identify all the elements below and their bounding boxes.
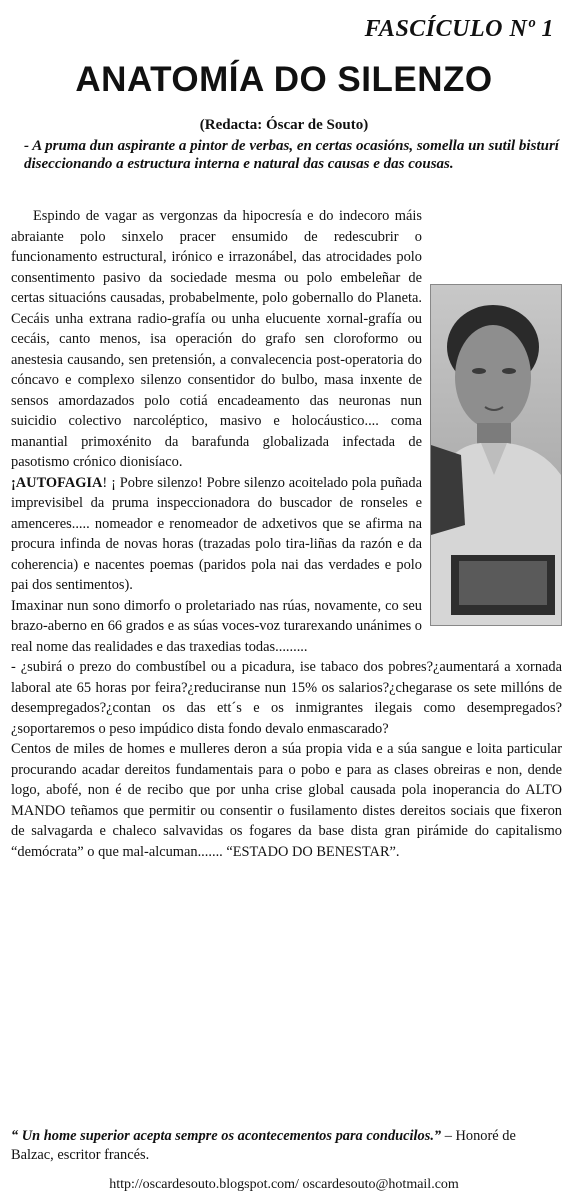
autofagia-exclamation: ¡AUTOFAGIA <box>11 474 103 491</box>
paragraph-2-text: ! ¡ Pobre silenzo! Pobre silenzo acoitelado pola puñada imprevisibel da pruma inspeccionadora do buscador de ronseles e amenceres..... nomeador e renomeador de adxetivos que se afirma na procura infinda de novas horas (trazadas polo tira-liñas da razón e da coherencia) e nacentes poemas (paridos pola nai das verdades e polo pai dos sentimentos). <box>11 474 422 593</box>
issue-number: FASCÍCULO Nº 1 <box>364 16 554 42</box>
article-title: ANATOMÍA DO SILENZO <box>75 60 493 99</box>
closing-quote <box>11 1127 562 1165</box>
author-photo <box>430 284 562 626</box>
quote-attribution: – Honoré de Balzac, escritor francés. <box>11 1128 516 1163</box>
paragraph-1: Espindo de vagar as vergonzas da hipocresía e do indecoro máis abraiante polo sinxelo pracer ensumido de redescubrir o funcionamento estructural, irónico e irrazonábel, das atrocidades polo consentimento pasivo da sociedade mesma ou polo embeleñar de certas situacións causadas, probabelmente, polo gobernallo do Planeta. Cecáis unha extrana radio-grafía ou unha elucuente xornal-grafía ou cecáis, canto menos, isa operación do grafo sen cloroformo ou anestesia causando, sen pretensión, a convalecencia post-operatoria do cóncavo e complexo silenzo consentidor do bulbo, masa inxente de sensos amordazados polo cotiá encadeamento das neuronas nun suicidio colectivo narcoléptico, masivo e holocáustico.... coma manantial primoxénito da barafunda globalizada infectada de pasotismo crónico dionisíaco. <box>11 208 422 470</box>
intro-lead: - A pruma dun aspirante a pintor de verbas, en certas ocasións, somella un sutil bisturí diseccionando a estructura interna e natural das causas e das cousas. <box>24 138 559 172</box>
footer-contact: http://oscardesouto.blogspot.com/ oscardesouto@hotmail.com <box>109 1177 459 1192</box>
byline: (Redacta: Óscar de Souto) <box>199 117 369 133</box>
quote-text: “ Un home superior acepta sempre os acontecementos para conducilos.” <box>11 1128 442 1144</box>
paragraph-4: - ¿subirá o prezo do combustíbel ou a picadura, ise tabaco dos pobres?¿aumentará a xornada laboral ate 65 horas por feira?¿reduciranse nun 15% os salarios?¿chegarase os sete millóns de desempregados?¿contan os das ett´s e os inmigrantes ilegais como desempregados?¿soportaremos o peso impúdico dista fondo devalo enmascarado? <box>11 659 562 737</box>
paragraph-3: Imaxinar nun sono dimorfo o proletariado nas rúas, novamente, co seu brazo-aberno en 66 grados e as súas voces-voz turarexando unánimes o real nome das realidades e das traxedias todas......... <box>11 597 422 655</box>
article-body <box>11 206 562 862</box>
paragraph-5: Centos de miles de homes e mulleres deron a súa propia vida e a súa sangue e loita particular procurando acadar dereitos fundamentais para o pobo e para as clases obreiras e non, dende logo, abofé, non é de recibo que por unha crise global causada pola inoperancia do ALTO MANDO teñamos que permitir ou consentir o fusilamento distes dereitos sociais que fixeron de salvagarda e chaleco salvavidas os fogares da base dista gran pirámide do capitalismo “demócrata” o que mal-alcuman....... “ESTADO DO BENESTAR”. <box>11 741 562 860</box>
